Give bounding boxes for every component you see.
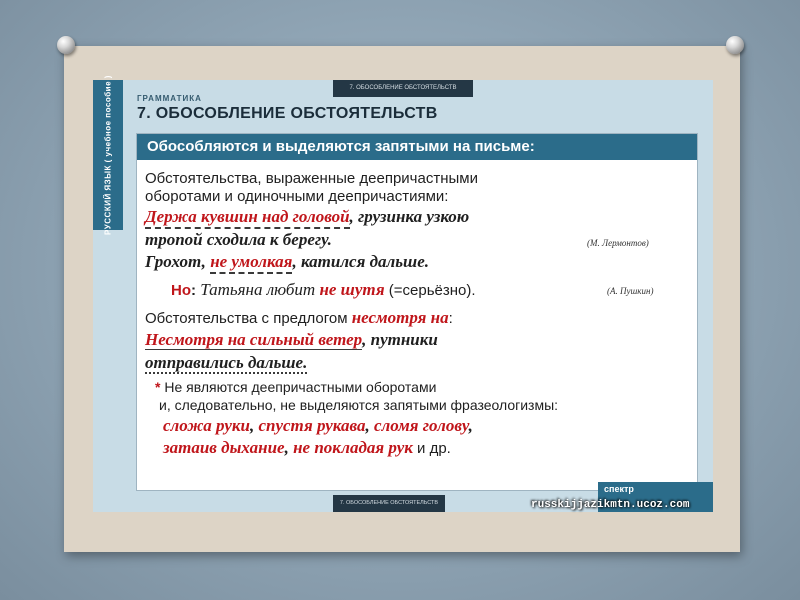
source-lermontov: (М. Лермонтов) <box>587 238 649 248</box>
phrase-sep: , <box>284 438 294 457</box>
phrase-4: затаив дыхание <box>163 438 285 457</box>
example2-end: , катился дальше. <box>292 252 429 271</box>
phrases-line1 <box>163 416 473 436</box>
example2-start: Грохот, <box>145 252 211 271</box>
bottom-label: 7. ОБОСОБЛЕНИЕ ОБСТОЯТЕЛЬСТВ <box>333 495 445 512</box>
grammar-poster <box>93 75 713 512</box>
no-label: Но <box>171 282 191 299</box>
side-strip <box>93 75 123 235</box>
no-line <box>171 280 476 300</box>
phrase-3: сломя голову <box>373 416 469 435</box>
pushpin-icon <box>57 36 75 54</box>
phrase-1: сложа руки <box>163 416 250 435</box>
phrase-5: не покладая рук <box>293 438 413 457</box>
example1-line2 <box>145 230 332 250</box>
example1-line2-text: тропой сходила к берегу. <box>145 230 332 249</box>
rule1-line1: Обстоятельства, выраженные деепричастными <box>145 170 478 187</box>
note-line1 <box>155 379 436 395</box>
pushpin-icon <box>726 36 744 54</box>
etc-text: и др. <box>412 440 451 457</box>
example1-rest: , грузинка узкою <box>349 207 470 226</box>
example3-line1 <box>145 330 438 350</box>
asterisk-icon: * <box>155 379 161 395</box>
example3-rest: , путники <box>362 330 438 349</box>
example1-line1 <box>145 207 469 227</box>
example2 <box>145 252 429 272</box>
rule2-start: Обстоятельства с предлогом <box>145 310 352 327</box>
rule2-red-phrase: несмотря на <box>351 308 449 327</box>
top-label: 7. ОБОСОБЛЕНИЕ ОБСТОЯТЕЛЬСТВ <box>333 80 473 97</box>
content-panel <box>136 133 698 491</box>
phrase-trailing-comma: , <box>468 416 473 435</box>
rule2-end: : <box>448 310 453 327</box>
no-colon: : <box>191 282 196 299</box>
no-text-end: (=серьёзно). <box>384 282 476 299</box>
example1-red-phrase: Держа кувшин над головой <box>145 207 350 229</box>
source-pushkin: (А. Пушкин) <box>607 286 654 296</box>
rule1-line2: оборотами и одиночными деепричастиями: <box>145 188 449 205</box>
phrase-2: спустя рукава <box>258 416 366 435</box>
phrases-line2 <box>163 438 451 458</box>
phrase-sep: , <box>249 416 259 435</box>
poster-title: 7. ОБОСОБЛЕНИЕ ОБСТОЯТЕЛЬСТВ <box>137 105 438 122</box>
note-line2: и, следовательно, не выделяются запятыми фразеологизмы: <box>159 397 559 413</box>
rule-header: Обособляются и выделяются запятыми на письме: <box>137 134 697 160</box>
phrase-sep: , <box>365 416 374 435</box>
watermark: russkijjazikmtn.ucoz.com <box>531 499 690 511</box>
no-text-start: Татьяна любит <box>196 280 320 299</box>
category-label: ГРАММАТИКА <box>137 94 202 103</box>
note-line1-text: Не являются деепричастными оборотами <box>160 379 437 395</box>
no-red-phrase: не шутя <box>319 280 385 299</box>
example3-line2 <box>145 353 307 373</box>
rule2-line <box>145 308 453 328</box>
logo-text: спектр <box>604 484 634 494</box>
example3-red-phrase: Несмотря на сильный ветер <box>145 330 363 349</box>
side-label: РУССКИЙ ЯЗЫК ( учебное пособие ) <box>103 75 113 235</box>
example2-red-phrase: не умолкая <box>210 252 292 274</box>
example3-line2-text: отправились дальше. <box>145 353 308 372</box>
